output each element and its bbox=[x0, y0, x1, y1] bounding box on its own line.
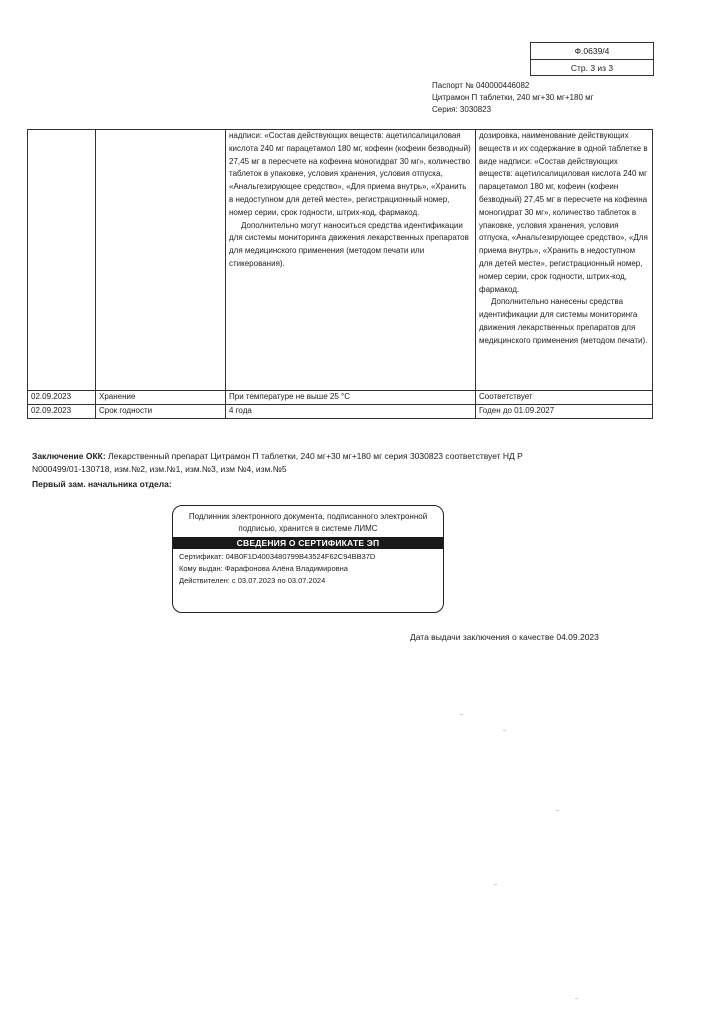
form-code-box bbox=[530, 42, 654, 76]
page-number: Стр. 3 из 3 bbox=[570, 63, 614, 73]
scan-speck bbox=[460, 714, 463, 715]
result-cell bbox=[476, 130, 653, 391]
result-paragraph: Дополнительно нанесены средства идентификации для системы мониторинга движения лекарственных препаратов для медицинского применения (методом печати). bbox=[479, 297, 648, 345]
quality-table bbox=[27, 129, 653, 419]
stamp-header-bar: СВЕДЕНИЯ О СЕРТИФИКАТЕ ЭП bbox=[173, 537, 443, 549]
e-signature-stamp bbox=[172, 505, 444, 613]
norm-cell: При температуре не выше 25 °С bbox=[226, 391, 476, 405]
norm-cell bbox=[226, 130, 476, 391]
test-cell: Срок годности bbox=[96, 404, 226, 418]
conclusion-label: Заключение ОКК: bbox=[32, 451, 106, 461]
signatory-title: Первый зам. начальника отдела: bbox=[32, 479, 172, 489]
conclusion bbox=[32, 450, 552, 476]
issue-date: Дата выдачи заключения о качестве 04.09.2023 bbox=[410, 632, 599, 642]
certificate-owner: Кому выдан: Фарафонова Алёна Владимировна bbox=[179, 564, 348, 573]
passport-number: Паспорт № 040000446082 bbox=[432, 81, 530, 90]
scan-speck bbox=[494, 884, 497, 885]
test-cell: Хранение bbox=[96, 391, 226, 405]
table-cell bbox=[96, 130, 226, 391]
table-row bbox=[28, 130, 653, 391]
norm-paragraph: надписи: «Состав действующих веществ: ацетилсалициловая кислота 240 мг парацетамол 180 мг, кофеин (кофеин безводный) 27,45 мг в пересчете на кофеина моногидрат 30 мг», количество таблеток в упаковке, условия хранения, условия отпуска, «Анальгезирующее средство», «Для приема внутрь», «Хранить в недоступном для детей месте», регистрационный номер, номер серии, срок годности, штрих-код, фармакод. bbox=[229, 131, 471, 217]
scan-speck bbox=[556, 810, 559, 811]
result-cell: Годен до 01.09.2027 bbox=[476, 404, 653, 418]
conclusion-text: Лекарственный препарат Цитрамон П таблетки, 240 мг+30 мг+180 мг серия 3030823 соответствует НД Р N000499/01-130718, изм.№2, изм.№1, изм.№3, изм №4, изм.№5 bbox=[32, 451, 523, 474]
table-row bbox=[28, 391, 653, 405]
certificate-validity: Действителен: с 03.07.2023 по 03.07.2024 bbox=[179, 576, 326, 585]
scan-speck bbox=[575, 998, 578, 999]
certificate-number: Сертификат: 04B0F1D4003480799B43524F62C94BB37D bbox=[179, 552, 376, 561]
series-number: Серия: 3030823 bbox=[432, 105, 492, 114]
result-paragraph: дозировка, наименование действующих веществ и их содержание в одной таблетке в виде надписи: «Состав действующих веществ: ацетилсалициловая кислота 240 мг парацетамол 180 мг, кофеин (кофеин безводный) 27,45 мг в пересчете на кофеина моногидрат 30 мг», количество таблеток в упаковке, условия хранения, условия отпуска, «Анальгезирующее средство», «Для приема внутрь», «Хранить в недоступном для детей месте», регистрационный номер, номер серии, срок годности, штрих-код, фармакод. bbox=[479, 131, 648, 294]
date-cell: 02.09.2023 bbox=[28, 391, 96, 405]
norm-cell: 4 года bbox=[226, 404, 476, 418]
scan-speck bbox=[503, 730, 506, 731]
norm-paragraph: Дополнительно могут наноситься средства идентификации для системы мониторинга движения лекарственных препаратов для медицинского применения (методом печати или стикерования). bbox=[229, 220, 469, 268]
form-code: Ф.0639/4 bbox=[531, 43, 653, 60]
table-cell bbox=[28, 130, 96, 391]
result-cell: Соответствует bbox=[476, 391, 653, 405]
product-name: Цитрамон П таблетки, 240 мг+30 мг+180 мг bbox=[432, 93, 594, 102]
date-cell: 02.09.2023 bbox=[28, 404, 96, 418]
table-row bbox=[28, 404, 653, 418]
stamp-text: Подлинник электронного документа, подписанного электронной подписью, хранится в системе ЛИМС bbox=[188, 512, 428, 533]
